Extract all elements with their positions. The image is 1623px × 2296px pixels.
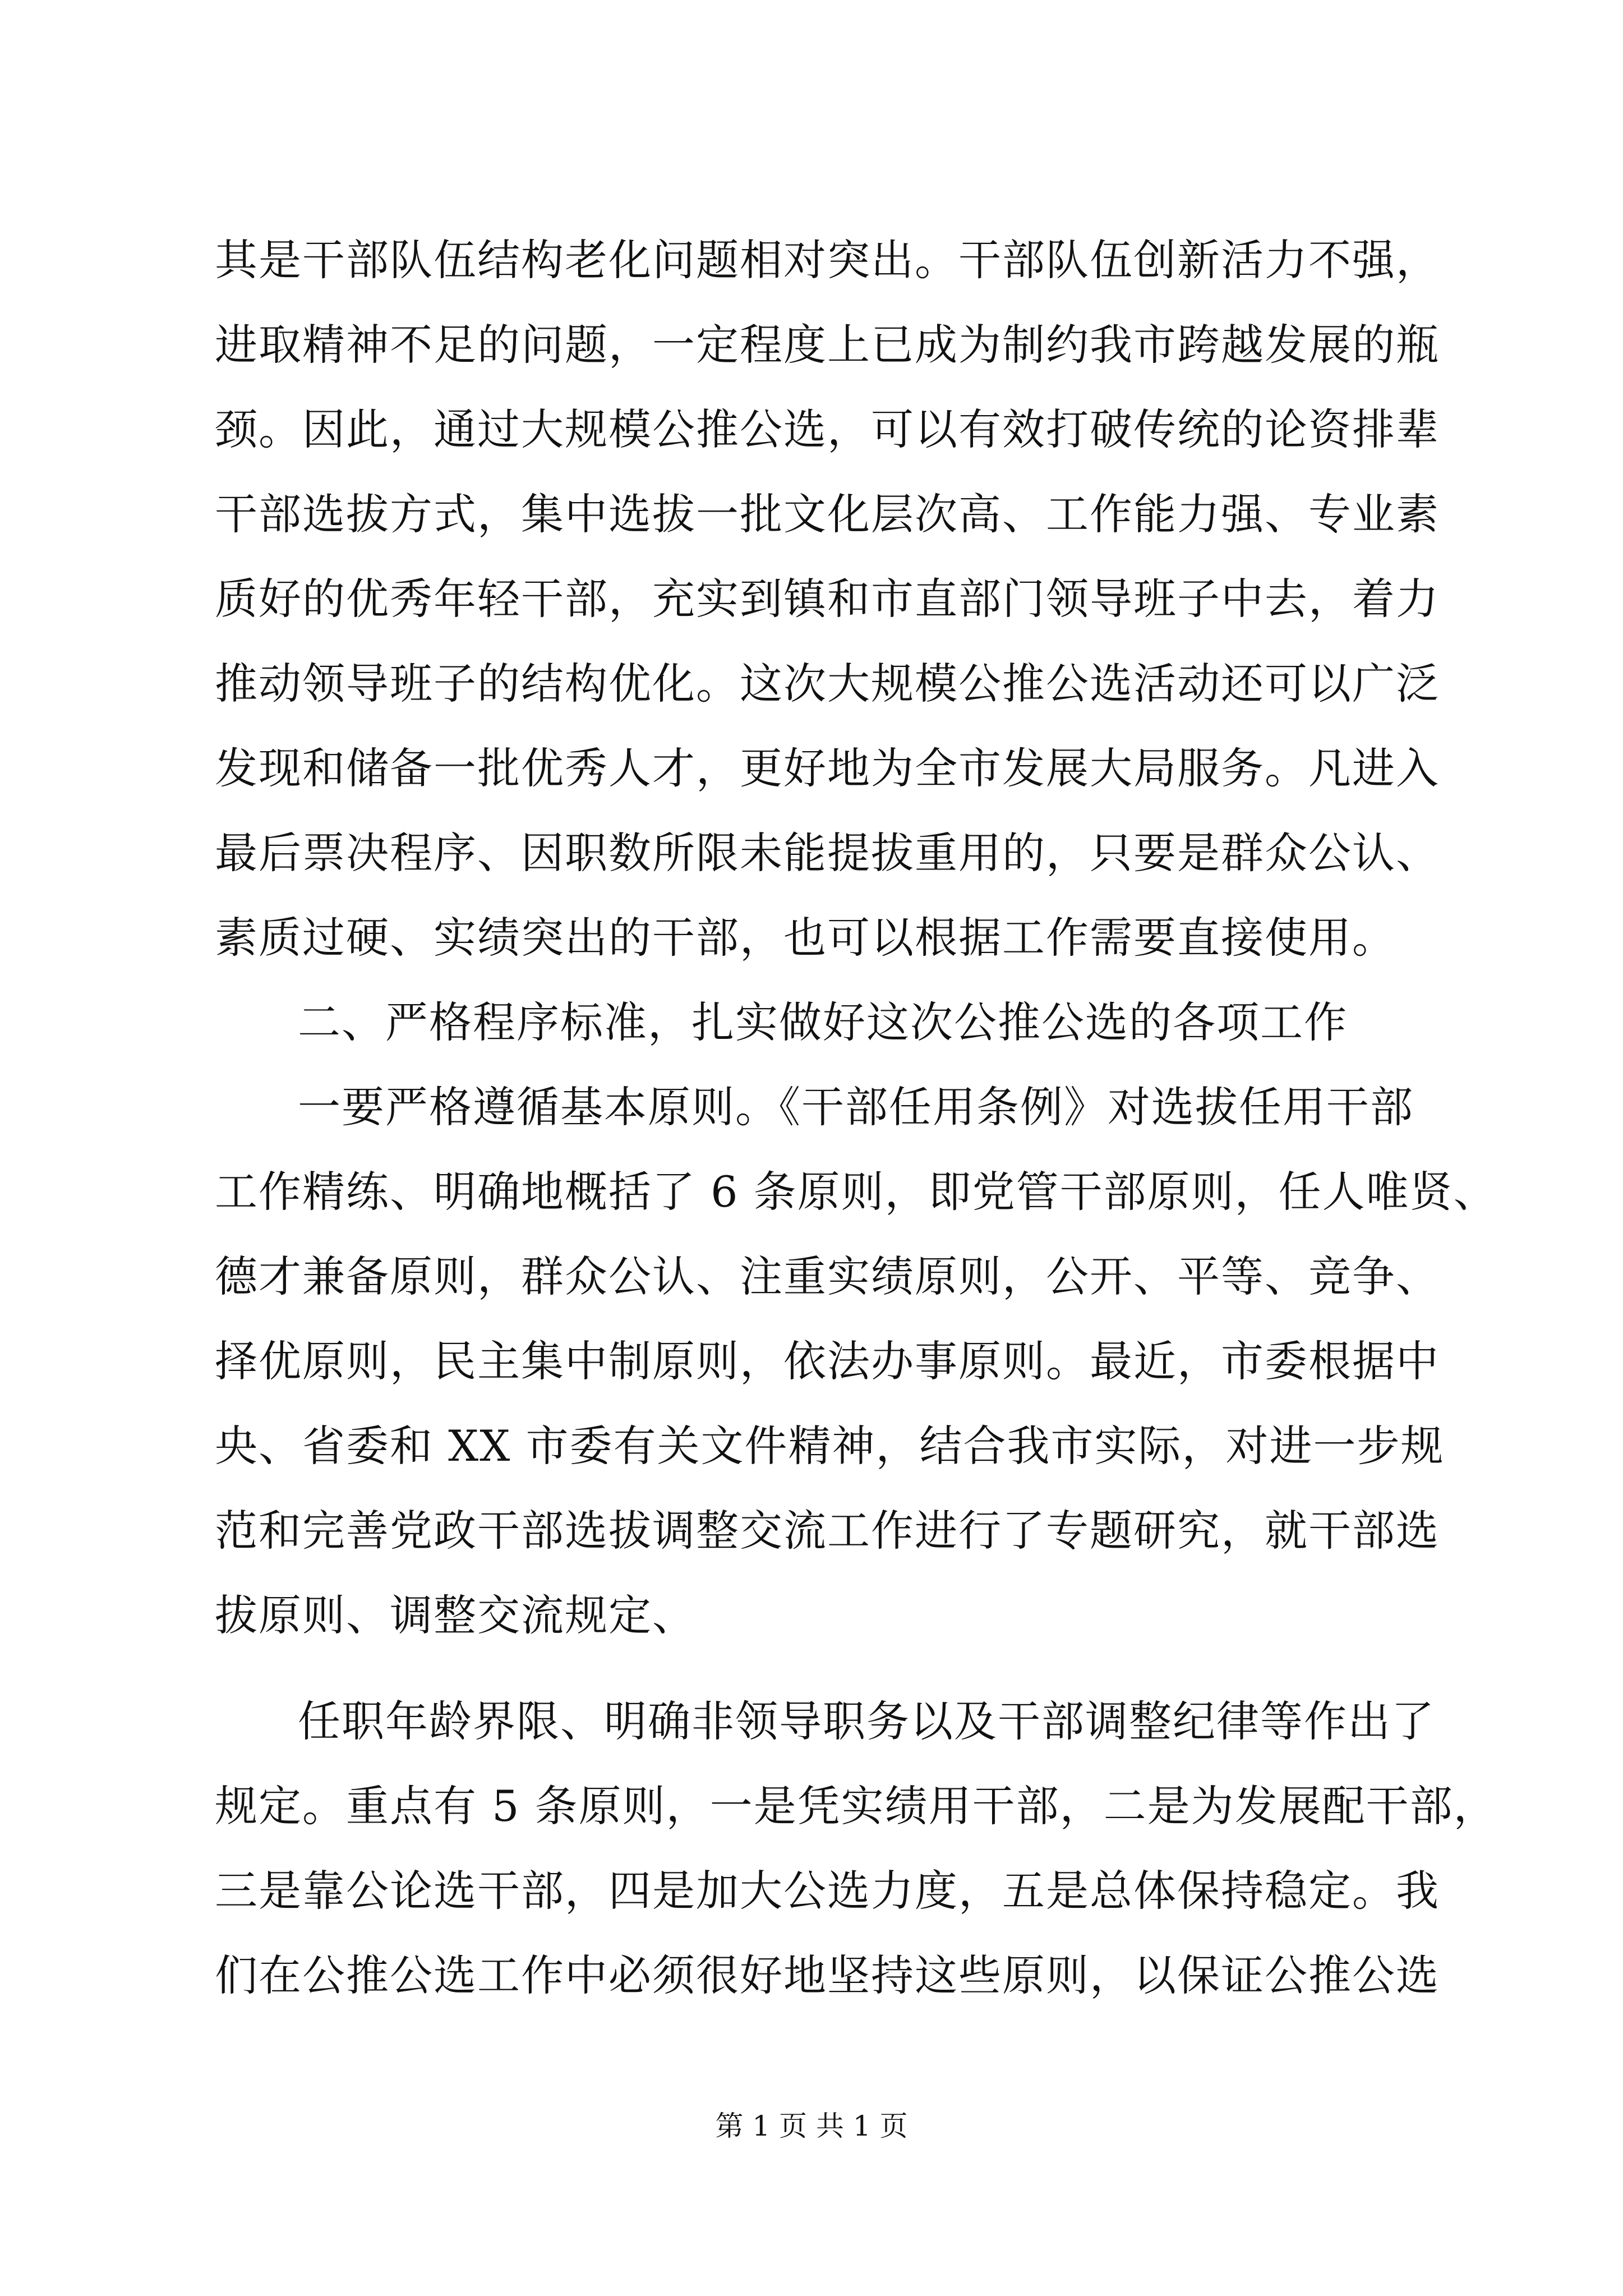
text-line: 范和完善党政干部选拔调整交流工作进行了专题研究，就干部选	[215, 1506, 1440, 1556]
text-line: 发现和储备一批优秀人才，更好地为全市发展大局服务。凡进入	[215, 743, 1440, 793]
text-line: 颈。因此，通过大规模公推公选，可以有效打破传统的论资排辈	[215, 404, 1440, 454]
text-line: 拔原则、调整交流规定、	[215, 1590, 696, 1640]
text-line: 任职年龄界限、明确非领导职务以及干部调整纪律等作出了	[298, 1696, 1435, 1746]
text-line: 一要严格遵循基本原则。《干部任用条例》对选拔任用干部	[298, 1082, 1414, 1132]
text-line: 推动领导班子的结构优化。这次大规模公推公选活动还可以广泛	[215, 659, 1440, 708]
section-heading: 二、严格程序标准，扎实做好这次公推公选的各项工作	[298, 997, 1348, 1047]
text-line: 们在公推公选工作中必须很好地坚持这些原则，以保证公推公选	[215, 1950, 1440, 2000]
page-footer: 第 1 页 共 1 页	[715, 2110, 908, 2142]
document-body	[215, 218, 1497, 2018]
text-line: 央、省委和 XX 市委有关文件精神，结合我市实际，对进一步规	[215, 1421, 1445, 1471]
text-line: 择优原则，民主集中制原则，依法办事原则。最近，市委根据中	[215, 1336, 1440, 1386]
text-line: 素质过硬、实绩突出的干部，也可以根据工作需要直接使用。	[215, 913, 1396, 963]
text-line: 质好的优秀年轻干部，充实到镇和市直部门领导班子中去，着力	[215, 574, 1440, 624]
text-line: 德才兼备原则，群众公认、注重实绩原则，公开、平等、竞争、	[215, 1251, 1440, 1301]
text-line: 干部选拔方式，集中选拔一批文化层次高、工作能力强、专业素	[215, 489, 1440, 539]
text-line: 工作精练、明确地概括了 6 条原则，即党管干部原则，任人唯贤、	[215, 1167, 1497, 1217]
text-line: 其是干部队伍结构老化问题相对突出。干部队伍创新活力不强，	[215, 235, 1440, 285]
text-line: 进取精神不足的问题，一定程度上已成为制约我市跨越发展的瓶	[215, 320, 1440, 370]
text-line: 三是靠公论选干部，四是加大公选力度，五是总体保持稳定。我	[215, 1866, 1440, 1916]
text-line: 规定。重点有 5 条原则，一是凭实绩用干部，二是为发展配干部，	[215, 1781, 1497, 1831]
text-line: 最后票决程序、因职数所限未能提拔重用的，只要是群众公认、	[215, 828, 1440, 878]
